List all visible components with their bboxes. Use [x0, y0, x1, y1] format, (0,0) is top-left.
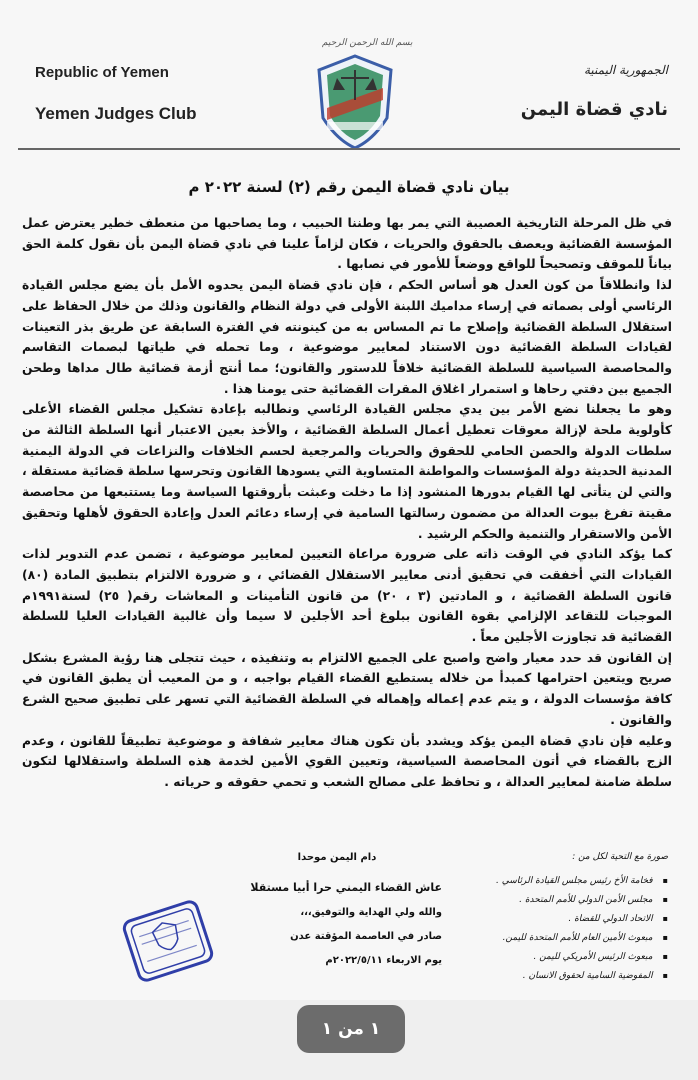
club-logo-emblem: [313, 48, 397, 152]
paragraph: وعليه فإن نادي قضاة اليمن يؤكد ويشدد بأن تكون هناك معايير شفافة و موضوعية تطبيقاً للقانون ، وعدم الزج بالقضاء في أتون المحاصصة السياسية، وتعيين القوي الأمين لخدمة هذه السلطة واستقلالها لتكون سلطة ضامنة لمعايير العدالة ، و تحافظ على مصالح الشعب و تحمي حقوقه و حرياته .: [22, 733, 672, 789]
copy-recipient: ▪ مجلس الأمن الدولي للأمم المتحدة .: [448, 893, 668, 907]
closing-line: عاش القضاء اليمني حرا أبيا مستقلا: [250, 881, 442, 894]
paragraph: لذا وانطلاقاً من كون العدل هو أساس الحكم ، فإن نادي قضاة اليمن يحدوه الأمل بأن يضع مجلس القيادة الرئاسي أولى بصماته في إرساء مداميك اللبنة الأولى في دولة النظام والقانون وذلك من خلال الحفاظ على استقلال السلطة القضائية وإصلاح ما تم المساس به من كينونته في الفترة السابقة عن طريق بذر التعينات لقيادات السلطة القضائية دون الاستناد لمعايير موضوعية ، وما تحمله في طياتها لبصمات التقاسم والمحاصصة السياسية للسلطة القضائية خلافاً للدستور والقانون؛ مما أنتج أزمة قضائية طال مداها وطحن الجميع بين دفتي رحاها و استمرار اغلاق المقرات القضائية حتى يومنا هذا .: [22, 278, 672, 396]
paragraph: كما يؤكد النادي في الوقت ذاته على ضرورة مراعاة التعيين لمعايير موضوعية ، تضمن عدم التدوير لذات القيادات التي أخفقت في تحقيق أدنى معايير الاستقلال القضائي ، و ضرورة الالتزام بتطبيق المادة (٨٠) قانون السلطة القضائية ، و المادتين (٣ ، ٢٠) من قانون التأمينات و المعاشات رقم( ٢٥) لسنة١٩٩١م الموجبات للتقاعد الإلزامي بقوة القانون ببلوغ أحد الأجلين لا سيما وأن غالبية القيادات العليا للسلطة القضائية قد تجاوزت الأجلين معاً .: [22, 547, 673, 645]
header-divider: [18, 148, 680, 150]
copy-recipient: ▪ مبعوث الرئيس الأمريكي لليمن .: [448, 950, 668, 964]
closing-line: صادر في العاصمة المؤقتة عدن: [290, 931, 442, 942]
copy-recipient: ▪ الاتحاد الدولي للقضاة .: [448, 912, 668, 926]
paragraph: إن القانون قد حدد معيار واضح واصبح على الجميع الالتزام به وتنفيذه ، حيث تتجلى هنا رؤية المشرع بشكل صريح ويتعين احترامها كمبدأ من خلاله يستطيع القضاء القيام بواجبه ، و من المعيب أن يطبق القانون في كافة مؤسسات الدولة ، و يتم عدم إعماله وإهماله في السلطة القضائية التي تسهر على تطبيق صحيح الشرع والقانون .: [22, 650, 672, 727]
statement-title: بيان نادي قضاة اليمن رقم (٢) لسنة ٢٠٢٢ م: [188, 178, 510, 196]
club-stamp: [122, 898, 214, 984]
republic-label-arabic: الجمهورية اليمنية: [583, 63, 668, 77]
club-name-english: Yemen Judges Club: [35, 104, 197, 123]
copy-recipient: ▪ المفوضية السامية لحقوق الانسان .: [448, 969, 668, 983]
republic-label: Republic of Yemen: [35, 64, 169, 81]
paragraph: وهو ما يجعلنا نضع الأمر بين يدي مجلس القيادة الرئاسي ونطالبه بإعادة تشكيل مجلس القضاء الأعلى كأولوية ملحة لإزالة معوقات تعطيل أعمال السلطة القضائية ، والأخذ بعين الاعتبار أنها السلطة الثالثة من سلطات الدولة والحصن الحامي للحقوق والحريات والمرجعية لحسم الخلافات والنزاعات في الدولة اليمنية المدنية الحديثة دولة المؤسسات والمواطنة المتساوية التي يسودها القانون وتحرسها سلطة قضائية مستقلة ، والتي لن يتأتى لها القيام بدورها المنشود إذا ما دخلت وعبثت بأروقتها السياسة وما يستتبعها من محاصصة مقيتة تفرغ بيوت العدالة من مضمون رسالتها السامية في إرساء دعائم العدل وإعادة الحقوق لأهلها وتحقيق الأمن والاستقرار والتنمية والحكم الرشيد .: [22, 402, 672, 541]
header-english: [35, 64, 197, 124]
closing-date: يوم الاربعاء ٢٠٢٢/٥/١١م: [325, 955, 442, 966]
page-indicator: ١ من ١: [297, 1005, 405, 1053]
header-arabic: [521, 63, 668, 120]
copies-header: صورة مع التحية لكل من :: [572, 852, 668, 862]
statement-body: [22, 213, 672, 793]
copies-list: [448, 852, 668, 988]
closing-block: [232, 852, 442, 979]
copy-recipient: ▪ مبعوث الأمين العام للأمم المتحدة لليمن.: [448, 931, 668, 945]
basmala: بسم الله الرحمن الرحيم: [322, 38, 413, 48]
closing-line: والله ولي الهداية والتوفيق،،،: [300, 907, 442, 918]
closing-line: دام اليمن موحدا: [297, 852, 377, 863]
copy-recipient: ▪ فخامة الأخ رئيس مجلس القيادة الرئاسي .: [448, 874, 668, 888]
club-name-arabic: نادي قضاة اليمن: [520, 99, 668, 120]
paragraph: في ظل المرحلة التاريخية العصيبة التي يمر بها وطننا الحبيب ، وما يصاحبها من منعطف خطير يعترض عمل المؤسسة القضائية ويعصف بالحقوق والحريات ، فكان لزاماً علينا في نادي قضاة اليمن بأن نقول كلمة الحق بياناً للموقف وتصحيحاً للواقع ووضعاً للأمور في نصابها .: [22, 216, 672, 272]
